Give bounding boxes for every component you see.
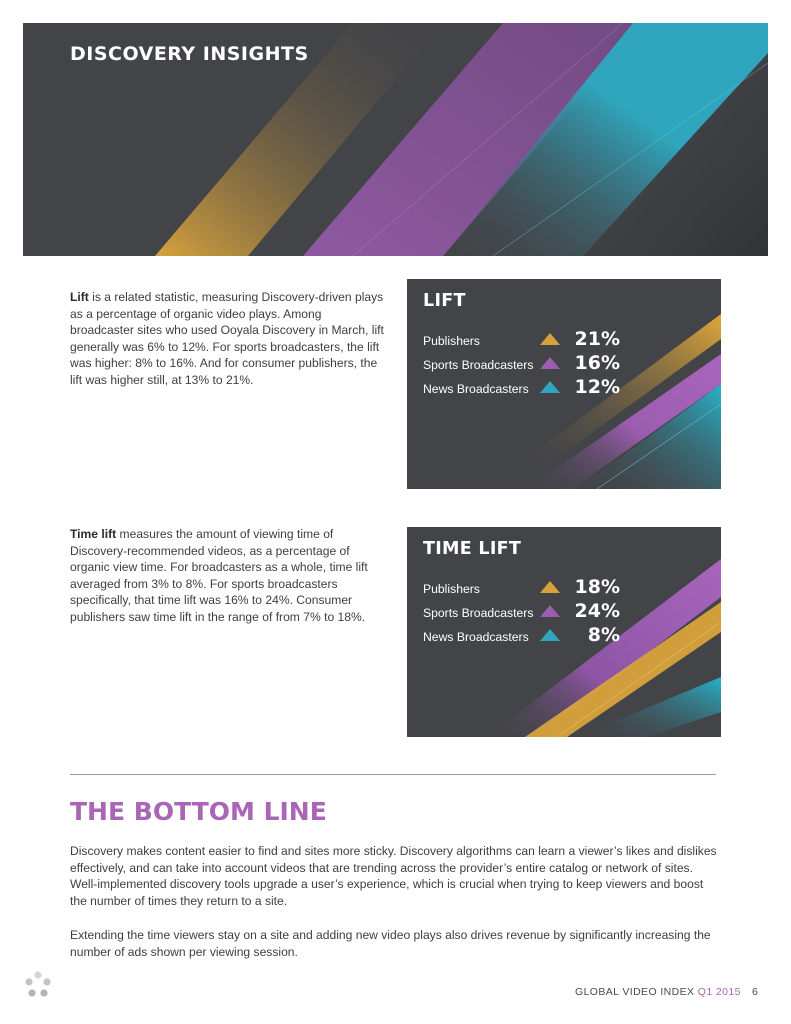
lift-term: Lift xyxy=(70,290,89,304)
row-value: 8% xyxy=(587,624,620,646)
footer-report-label xyxy=(575,986,741,998)
section-divider xyxy=(70,774,716,775)
lift-box-title: LIFT xyxy=(423,291,466,311)
row-label: Sports Broadcasters xyxy=(423,358,534,372)
footer-report-name: GLOBAL VIDEO INDEX xyxy=(575,986,698,998)
row-label: Sports Broadcasters xyxy=(423,606,534,620)
up-arrow-icon xyxy=(540,381,560,393)
up-arrow-icon xyxy=(540,629,560,641)
time-lift-row-news-broadcasters xyxy=(423,624,620,649)
time-lift-box-title: TIME LIFT xyxy=(423,539,522,559)
row-value: 21% xyxy=(574,328,620,350)
row-label: News Broadcasters xyxy=(423,382,529,396)
row-value: 12% xyxy=(574,376,620,398)
row-label: Publishers xyxy=(423,582,480,596)
up-arrow-icon xyxy=(540,605,560,617)
time-lift-term: Time lift xyxy=(70,527,117,541)
lift-stat-box xyxy=(407,279,721,489)
up-arrow-icon xyxy=(540,333,560,345)
row-value: 18% xyxy=(574,576,620,598)
page-title: DISCOVERY INSIGHTS xyxy=(70,43,309,65)
ooyala-logo-icon xyxy=(23,970,53,1000)
time-lift-description: measures the amount of viewing time of Discovery-recommended videos, as a percentage of organic view time. For broadcasters as a whole, time lift averaged from 3% to 8%. For sports broadcasters specifically, that time lift was 16% to 24%. Consumer publishers saw time lift in the range of from 7% to 18%. xyxy=(70,527,368,624)
row-label: News Broadcasters xyxy=(423,630,529,644)
row-value: 16% xyxy=(574,352,620,374)
lift-row-publishers xyxy=(423,328,620,353)
up-arrow-icon xyxy=(540,581,560,593)
lift-row-news-broadcasters xyxy=(423,376,620,401)
hero-banner xyxy=(23,23,768,256)
row-value: 24% xyxy=(574,600,620,622)
page-number: 6 xyxy=(752,986,759,998)
time-lift-row-publishers xyxy=(423,576,620,601)
up-arrow-icon xyxy=(540,357,560,369)
lift-description: is a related statistic, measuring Discovery-driven plays as a percentage of organic video plays. Among broadcaster sites who used Ooyala Discovery in March, lift generally was 6% to 12%. For sports broadcasters, the lift was higher: 8% to 16%. And for consumer publishers, the lift was higher still, at 13% to 21%. xyxy=(70,290,384,387)
footer-period: Q1 2015 xyxy=(697,986,741,998)
time-lift-stat-box xyxy=(407,527,721,737)
lift-paragraph xyxy=(70,289,385,389)
row-label: Publishers xyxy=(423,334,480,348)
time-lift-row-sports-broadcasters xyxy=(423,600,620,625)
time-lift-paragraph xyxy=(70,526,385,626)
bottom-line-paragraph-2: Extending the time viewers stay on a site and adding new video plays also drives revenue by significantly increasing the number of ads shown per viewing session. xyxy=(70,928,711,959)
bottom-line-heading: THE BOTTOM LINE xyxy=(70,797,327,826)
lift-row-sports-broadcasters xyxy=(423,352,620,377)
bottom-line-paragraph-1: Discovery makes content easier to find and sites more sticky. Discovery algorithms can learn a viewer’s likes and dislikes effectively, and can take into account videos that are trending across the provider’s entire catalog or network of sites. Well-implemented discovery tools upgrade a user’s experience, which is crucial when trying to keep viewers and boost the number of times they return to a site. xyxy=(70,844,717,908)
